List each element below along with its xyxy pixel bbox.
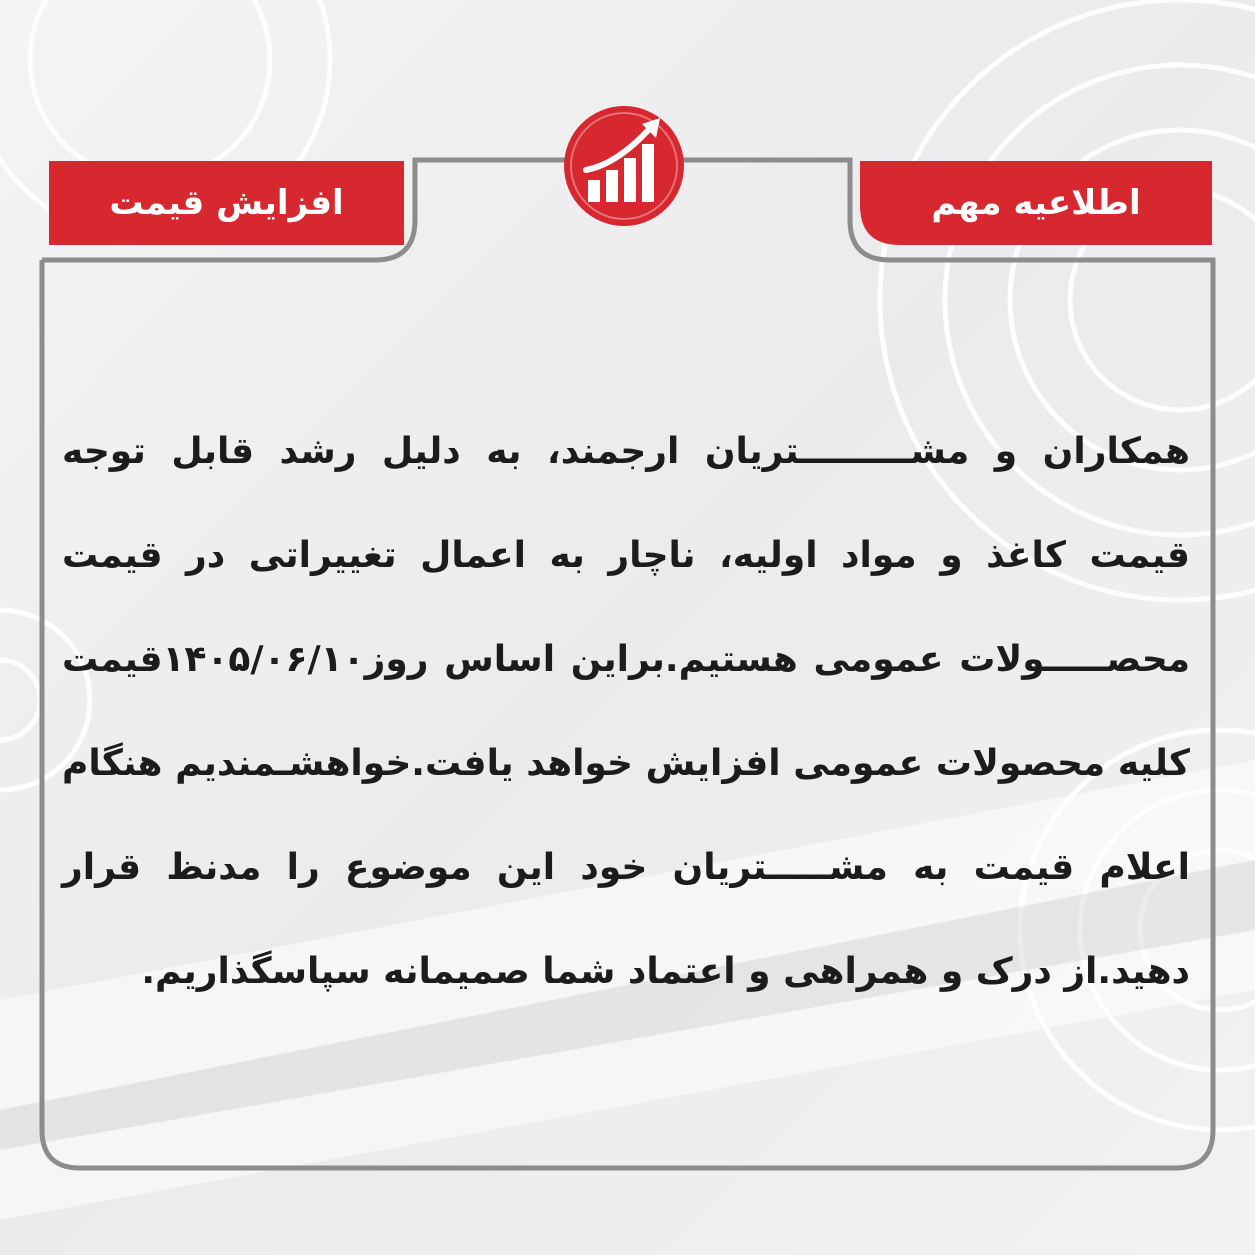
chart-growth-icon [562,104,686,228]
important-notice-tab [860,161,1212,245]
price-increase-tab [49,161,404,245]
price-increase-label: افزایش قیمت [109,183,344,223]
important-notice-label: اطلاعیه مهم [931,183,1141,223]
notice-body-text: همکاران و مشـــــــــتریان ارجمند، به دلیل رشد قابل توجه قیمت کاغذ و مواد اولیه، ناچار به اعمال تغییراتی در قیمت محصـــــولات عمومی هستیم.براین اساس روز۱۴۰۵/۰۶/۱۰قیمت کلیه محصولات عمومی افزایش خواهد یافت.خواهشـمندیم هنگام اعلام قیمت به مشـــــتریان خود این موضوع را مدنظ قرار دهید.از درک و همراهی و اعتماد شما صمیمانه سپاسگذاریم. [62,431,1190,992]
